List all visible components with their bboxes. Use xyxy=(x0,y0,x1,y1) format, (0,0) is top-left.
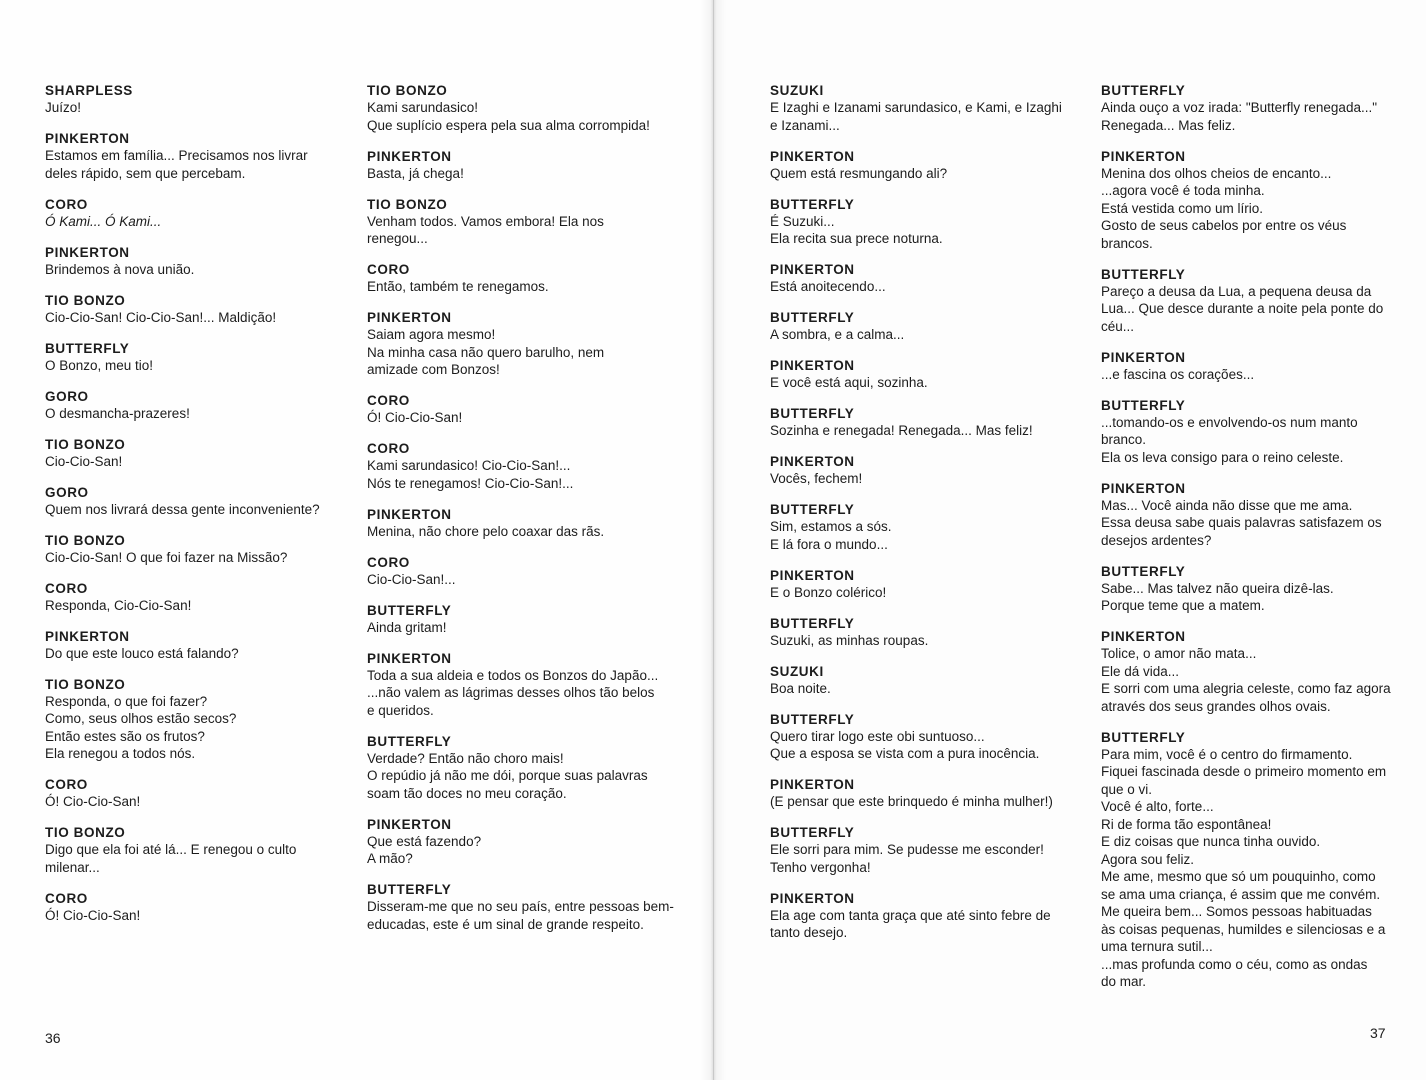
speaker-name: PINKERTON xyxy=(770,777,855,792)
speaker-name: PINKERTON xyxy=(367,650,452,666)
dialogue-line: Porque teme que a matem. xyxy=(1101,598,1265,613)
dialogue-line: que o vi. xyxy=(1101,781,1153,797)
dialogue-line: Pareço a deusa da Lua, a pequena deusa da xyxy=(1101,283,1372,299)
dialogue-line: se ama uma criança, é assim que me convém. xyxy=(1101,886,1381,902)
speaker-name: TIO BONZO xyxy=(45,825,126,840)
dialogue-line: Saiam agora mesmo! xyxy=(367,327,496,342)
dialogue-line: deles rápido, sem que percebam. xyxy=(45,165,246,181)
speaker-name: CORO xyxy=(45,196,88,212)
dialogue-line: Kami sarundasico! xyxy=(367,100,479,115)
dialogue-entry xyxy=(45,436,345,471)
dialogue-line: Responda, o que foi fazer? xyxy=(45,693,208,709)
speaker-name: BUTTERFLY xyxy=(1101,563,1186,579)
speaker-name: PINKERTON xyxy=(1101,349,1186,365)
dialogue-line: Ele sorri para mim. Se pudesse me esconder! xyxy=(770,842,1044,857)
dialogue-entry xyxy=(367,440,677,492)
dialogue-entry xyxy=(45,484,345,519)
dialogue-entry xyxy=(1101,82,1401,134)
dialogue-entry xyxy=(1101,397,1401,467)
dialogue-line: Então estes são os frutos? xyxy=(45,728,205,744)
dialogue-entry xyxy=(770,824,1080,876)
dialogue-line: Fiquei fascinada desde o primeiro momento em xyxy=(1101,764,1387,779)
libretto-column-3 xyxy=(770,82,1080,955)
dialogue-line: Juízo! xyxy=(45,100,82,115)
dialogue-line: brancos. xyxy=(1101,235,1153,251)
dialogue-entry xyxy=(770,309,1080,344)
dialogue-line: e queridos. xyxy=(367,702,434,718)
speaker-name: TIO BONZO xyxy=(45,532,126,548)
dialogue-line: Toda a sua aldeia e todos os Bonzos do Japão... xyxy=(367,667,659,683)
dialogue-line: Você é alto, forte... xyxy=(1101,799,1214,814)
dialogue-line: Suzuki, as minhas roupas. xyxy=(770,632,929,648)
dialogue-entry xyxy=(367,196,677,248)
speaker-name: BUTTERFLY xyxy=(770,196,855,212)
dialogue-entry xyxy=(45,532,345,567)
dialogue-line: A mão? xyxy=(367,851,413,866)
speaker-name: CORO xyxy=(45,890,88,906)
dialogue-line: Me ame, mesmo que só um pouquinho, como xyxy=(1101,869,1376,884)
speaker-name: BUTTERFLY xyxy=(1101,729,1186,745)
dialogue-line: através dos seus grandes olhos ovais. xyxy=(1101,698,1331,714)
speaker-name: PINKERTON xyxy=(1101,480,1186,496)
dialogue-line: ...agora você é toda minha. xyxy=(1101,183,1265,198)
dialogue-line: O Bonzo, meu tio! xyxy=(45,357,154,373)
speaker-name: BUTTERFLY xyxy=(1101,83,1186,98)
dialogue-line: Mas... Você ainda não disse que me ama. xyxy=(1101,497,1353,513)
dialogue-line: Ó! Cio-Cio-San! xyxy=(45,794,141,809)
dialogue-line: Gosto de seus cabelos por entre os véus xyxy=(1101,218,1347,233)
dialogue-line: Tolice, o amor não mata... xyxy=(1101,646,1257,661)
speaker-name: CORO xyxy=(367,554,410,570)
dialogue-line: Quem nos livrará dessa gente inconveniente? xyxy=(45,501,320,517)
dialogue-entry xyxy=(45,340,345,375)
dialogue-line: Verdade? Então não choro mais! xyxy=(367,750,564,766)
speaker-name: CORO xyxy=(45,777,88,792)
speaker-name: GORO xyxy=(45,484,89,500)
dialogue-line: e Izanami... xyxy=(770,117,840,133)
dialogue-entry xyxy=(45,580,345,615)
dialogue-entry xyxy=(770,261,1080,296)
dialogue-line: Está vestida como um lírio. xyxy=(1101,200,1264,216)
dialogue-line: Responda, Cio-Cio-San! xyxy=(45,597,192,613)
speaker-name: BUTTERFLY xyxy=(1101,266,1186,282)
dialogue-line: renegou... xyxy=(367,231,428,246)
speaker-name: PINKERTON xyxy=(367,506,452,522)
dialogue-entry xyxy=(1101,729,1401,991)
dialogue-line: Ó! Cio-Cio-San! xyxy=(45,907,141,923)
speaker-name: PINKERTON xyxy=(770,262,855,277)
dialogue-line: Cio-Cio-San! Cio-Cio-San!... Maldição! xyxy=(45,309,277,325)
speaker-name: PINKERTON xyxy=(1101,629,1186,644)
dialogue-entry xyxy=(770,501,1080,553)
dialogue-line: Como, seus olhos estão secos? xyxy=(45,711,237,726)
dialogue-line: Boa noite. xyxy=(770,680,831,696)
dialogue-line: O desmancha-prazeres! xyxy=(45,405,190,421)
dialogue-line: Ainda gritam! xyxy=(367,619,447,635)
dialogue-line: Tenho vergonha! xyxy=(770,859,871,875)
speaker-name: CORO xyxy=(367,393,410,408)
dialogue-line: educadas, este é um sinal de grande respeito. xyxy=(367,916,644,932)
dialogue-entry xyxy=(367,506,677,541)
dialogue-line: Brindemos à nova união. xyxy=(45,261,195,277)
dialogue-line: ...tomando-os e envolvendo-os num manto xyxy=(1101,414,1358,430)
dialogue-entry xyxy=(1101,563,1401,615)
speaker-name: GORO xyxy=(45,388,89,404)
dialogue-line: às coisas pequenas, humildes e silenciosas e a xyxy=(1101,921,1386,937)
speaker-name: BUTTERFLY xyxy=(367,733,452,749)
dialogue-line: Cio-Cio-San!... xyxy=(367,571,456,587)
dialogue-entry xyxy=(45,676,345,763)
dialogue-line: Que a esposa se vista com a pura inocência. xyxy=(770,746,1040,761)
dialogue-line: Ele dá vida... xyxy=(1101,663,1180,679)
dialogue-entry xyxy=(367,309,677,379)
dialogue-line: Ainda ouço a voz irada: "Butterfly renegada..." xyxy=(1101,100,1377,115)
dialogue-entry xyxy=(770,82,1080,134)
dialogue-line: Menina dos olhos cheios de encanto... xyxy=(1101,165,1332,181)
dialogue-line: Vocês, fechem! xyxy=(770,471,863,486)
speaker-name: BUTTERFLY xyxy=(770,825,855,840)
dialogue-line: Renegada... Mas feliz. xyxy=(1101,117,1236,133)
dialogue-line: A sombra, e a calma... xyxy=(770,327,905,342)
dialogue-line: do mar. xyxy=(1101,974,1147,989)
dialogue-entry xyxy=(367,602,677,637)
dialogue-entry xyxy=(367,816,677,868)
dialogue-line: Do que este louco está falando? xyxy=(45,645,239,661)
dialogue-entry xyxy=(770,405,1080,440)
speaker-name: PINKERTON xyxy=(770,890,855,906)
dialogue-line: tanto desejo. xyxy=(770,925,848,940)
speaker-name: CORO xyxy=(45,580,88,596)
dialogue-line: Ela age com tanta graça que até sinto febre de xyxy=(770,907,1051,923)
dialogue-line: E diz coisas que nunca tinha ouvido. xyxy=(1101,834,1321,849)
dialogue-line: Kami sarundasico! Cio-Cio-San!... xyxy=(367,458,571,473)
dialogue-entry xyxy=(45,130,345,182)
dialogue-line: Agora sou feliz. xyxy=(1101,851,1195,867)
dialogue-entry xyxy=(45,196,345,231)
dialogue-entry xyxy=(45,82,345,117)
dialogue-line: Que suplício espera pela sua alma corrompida! xyxy=(367,117,650,133)
speaker-name: PINKERTON xyxy=(770,358,855,373)
dialogue-entry xyxy=(770,663,1080,698)
dialogue-line: Me queira bem... Somos pessoas habituadas xyxy=(1101,904,1372,919)
dialogue-entry xyxy=(770,890,1080,942)
speaker-name: TIO BONZO xyxy=(45,436,126,452)
speaker-name: TIO BONZO xyxy=(45,292,126,308)
dialogue-line: Venham todos. Vamos embora! Ela nos xyxy=(367,213,604,229)
dialogue-entry xyxy=(45,388,345,423)
libretto-column-2 xyxy=(367,82,677,947)
dialogue-line: Então, também te renegamos. xyxy=(367,279,549,294)
dialogue-line: E Izaghi e Izanami sarundasico, e Kami, e Izaghi xyxy=(770,100,1062,115)
dialogue-entry xyxy=(45,824,345,876)
dialogue-line: Nós te renegamos! Cio-Cio-San!... xyxy=(367,475,574,491)
dialogue-line: Ela os leva consigo para o reino celeste. xyxy=(1101,449,1344,465)
dialogue-entry xyxy=(1101,148,1401,253)
dialogue-line: amizade com Bonzos! xyxy=(367,362,500,377)
dialogue-line: soam tão doces no meu coração. xyxy=(367,785,567,801)
dialogue-entry xyxy=(45,776,345,811)
dialogue-line: E lá fora o mundo... xyxy=(770,536,888,552)
speaker-name: PINKERTON xyxy=(367,148,452,164)
dialogue-line: Ri de forma tão espontânea! xyxy=(1101,816,1272,832)
speaker-name: TIO BONZO xyxy=(367,83,448,98)
dialogue-line: Que está fazendo? xyxy=(367,833,482,849)
speaker-name: SHARPLESS xyxy=(45,83,133,98)
dialogue-entry xyxy=(45,628,345,663)
dialogue-line: Quero tirar logo este obi suntuoso... xyxy=(770,728,985,744)
dialogue-line: Estamos em família... Precisamos nos livrar xyxy=(45,148,308,163)
speaker-name: PINKERTON xyxy=(45,244,130,260)
dialogue-line: E você está aqui, sozinha. xyxy=(770,375,928,390)
dialogue-entry xyxy=(367,881,677,933)
page-number-left: 36 xyxy=(45,1030,61,1046)
dialogue-line: Cio-Cio-San! O que foi fazer na Missão? xyxy=(45,549,288,565)
dialogue-entry xyxy=(770,453,1080,488)
speaker-name: BUTTERFLY xyxy=(770,711,855,727)
speaker-name: PINKERTON xyxy=(770,454,855,469)
dialogue-entry xyxy=(770,776,1080,811)
dialogue-line: branco. xyxy=(1101,432,1147,447)
speaker-name: PINKERTON xyxy=(770,148,855,164)
dialogue-line: E sorri com uma alegria celeste, como faz agora xyxy=(1101,681,1391,696)
speaker-name: BUTTERFLY xyxy=(367,602,452,618)
dialogue-line: É Suzuki... xyxy=(770,213,835,229)
dialogue-line: Ó Kami... Ó Kami... xyxy=(45,213,162,229)
dialogue-line: Ela renegou a todos nós. xyxy=(45,746,196,761)
dialogue-entry xyxy=(1101,349,1401,384)
dialogue-line: Basta, já chega! xyxy=(367,165,464,181)
dialogue-entry xyxy=(1101,266,1401,336)
speaker-name: TIO BONZO xyxy=(367,196,448,212)
dialogue-entry xyxy=(45,890,345,925)
gutter-divider xyxy=(713,0,714,1080)
dialogue-entry xyxy=(770,148,1080,183)
dialogue-line: céu... xyxy=(1101,318,1135,334)
dialogue-entry xyxy=(770,711,1080,763)
speaker-name: BUTTERFLY xyxy=(770,406,855,421)
speaker-name: PINKERTON xyxy=(770,567,855,583)
speaker-name: SUZUKI xyxy=(770,83,824,98)
dialogue-entry xyxy=(1101,480,1401,550)
speaker-name: BUTTERFLY xyxy=(770,310,855,325)
dialogue-line: ...e fascina os corações... xyxy=(1101,366,1255,382)
speaker-name: BUTTERFLY xyxy=(770,502,855,517)
dialogue-entry xyxy=(770,196,1080,248)
speaker-name: PINKERTON xyxy=(367,816,452,832)
speaker-name: BUTTERFLY xyxy=(770,615,855,631)
dialogue-entry xyxy=(367,650,677,720)
dialogue-line: Essa deusa sabe quais palavras satisfazem os xyxy=(1101,515,1382,530)
dialogue-line: Lua... Que desce durante a noite pela ponte do xyxy=(1101,301,1384,316)
dialogue-line: Digo que ela foi até lá... E renegou o culto xyxy=(45,842,297,857)
speaker-name: PINKERTON xyxy=(45,131,130,146)
speaker-name: SUZUKI xyxy=(770,663,824,679)
dialogue-entry xyxy=(45,244,345,279)
speaker-name: CORO xyxy=(367,441,410,456)
dialogue-line: ...mas profunda como o céu, como as ondas xyxy=(1101,956,1368,972)
dialogue-line: Cio-Cio-San! xyxy=(45,453,123,469)
speaker-name: TIO BONZO xyxy=(45,676,126,692)
dialogue-line: uma ternura sutil... xyxy=(1101,939,1213,954)
libretto-column-1 xyxy=(45,82,345,938)
dialogue-line: (E pensar que este brinquedo é minha mulher!) xyxy=(770,794,1053,809)
dialogue-entry xyxy=(770,567,1080,602)
page-number-right: 37 xyxy=(1370,1025,1386,1041)
dialogue-line: Ó! Cio-Cio-San! xyxy=(367,410,463,425)
dialogue-line: Disseram-me que no seu país, entre pessoas bem- xyxy=(367,899,674,914)
dialogue-entry xyxy=(770,615,1080,650)
dialogue-entry xyxy=(367,392,677,427)
dialogue-line: Para mim, você é o centro do firmamento. xyxy=(1101,746,1353,762)
dialogue-entry xyxy=(367,733,677,803)
dialogue-entry xyxy=(367,82,677,134)
dialogue-line: Sabe... Mas talvez não queira dizê-las. xyxy=(1101,580,1334,596)
dialogue-line: E o Bonzo colérico! xyxy=(770,584,887,600)
dialogue-entry xyxy=(367,261,677,296)
dialogue-entry xyxy=(367,554,677,589)
dialogue-line: O repúdio já não me dói, porque suas palavras xyxy=(367,768,648,783)
dialogue-line: Está anoitecendo... xyxy=(770,279,886,294)
speaker-name: BUTTERFLY xyxy=(367,882,452,897)
dialogue-line: Na minha casa não quero barulho, nem xyxy=(367,344,605,360)
dialogue-line: milenar... xyxy=(45,859,100,875)
dialogue-entry xyxy=(770,357,1080,392)
dialogue-line: Sim, estamos a sós. xyxy=(770,519,892,534)
dialogue-line: Ela recita sua prece noturna. xyxy=(770,231,943,246)
dialogue-entry xyxy=(1101,628,1401,715)
speaker-name: PINKERTON xyxy=(45,628,130,644)
speaker-name: BUTTERFLY xyxy=(1101,397,1186,413)
speaker-name: PINKERTON xyxy=(367,310,452,325)
speaker-name: BUTTERFLY xyxy=(45,340,130,356)
libretto-column-4 xyxy=(1101,82,1401,1004)
dialogue-line: Menina, não chore pelo coaxar das rãs. xyxy=(367,523,605,539)
speaker-name: PINKERTON xyxy=(1101,148,1186,164)
dialogue-line: Sozinha e renegada! Renegada... Mas feliz! xyxy=(770,423,1033,438)
dialogue-line: ...não valem as lágrimas desses olhos tão belos xyxy=(367,685,655,700)
dialogue-line: Quem está resmungando ali? xyxy=(770,165,948,181)
dialogue-line: desejos ardentes? xyxy=(1101,532,1212,548)
speaker-name: CORO xyxy=(367,262,410,277)
dialogue-entry xyxy=(45,292,345,327)
dialogue-entry xyxy=(367,148,677,183)
